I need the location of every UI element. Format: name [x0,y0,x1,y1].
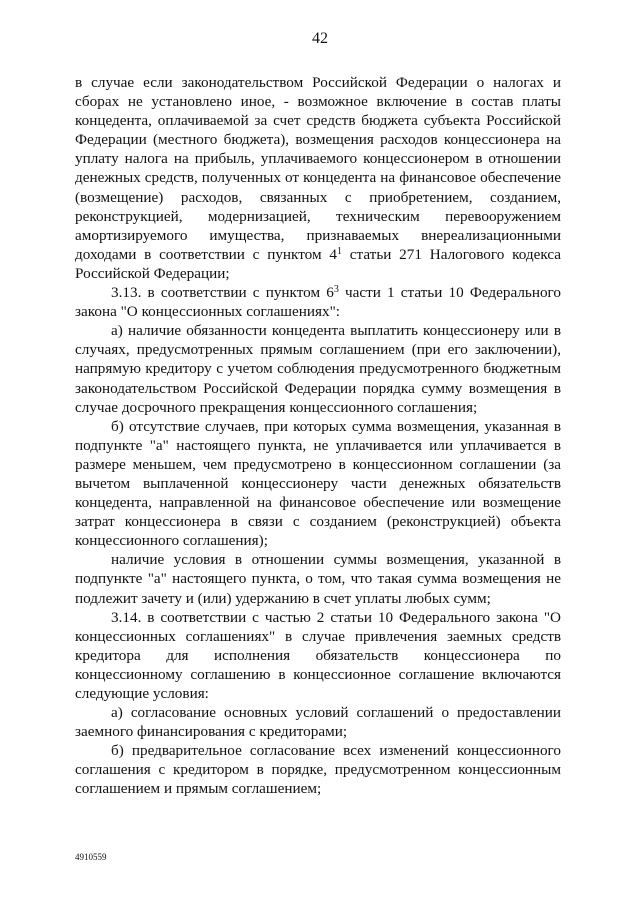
page-number: 42 [312,30,328,47]
document-code: 4910559 [75,852,107,862]
paragraph-3-13-a: а) наличие обязанности концедента выплатить концессионеру или в случаях, предусмотренных прямым соглашением (при его заключении), напрямую кредитору с учетом соблюдения предусмотренного бюджетным законодательством Российской Федерации порядка сумму возмещения в случае досрочного прекращения концессионного соглашения; [75,322,561,416]
paragraph-3-14: 3.14. в соответствии с частью 2 статьи 10 Федерального закона "О концессионных соглашениях" в случае привлечения заемных средств кредитора для исполнения обязательств концессионера по концессионному соглашению в концессионное соглашение включаются следующие условия: [75,608,561,702]
superscript-1: 1 [336,245,342,257]
superscript-3: 3 [333,284,339,296]
paragraph-3-14-a: а) согласование основных условий соглашений о предоставлении заемного финансирования с кредиторами; [75,704,561,741]
paragraph-3-13-b: б) отсутствие случаев, при которых сумма возмещения, указанная в подпункте "а" настоящего пункта, не уплачивается или уплачивается в размере меньшем, чем предусмотрено в концессионном соглашении (за вычетом выплаченной концессионеру части денежных обязательств концедента, направленной на финансовое обеспечение или возмещение затрат концессионера в связи с созданием (реконструкцией) объекта концессионного соглашения); [75,417,561,550]
paragraph-3-14-b: б) предварительное согласование всех изменений концессионного соглашения с кредитором в порядке, предусмотренном концессионным соглашением и прямым соглашением; [75,742,561,798]
paragraph-tax-reimbursement: в случае если законодательством Российской Федерации о налогах и сборах не установлено иное, - возможное включение в состав платы концедента, оплачиваемой за счет средств бюджета субъекта Российской Федерации (местного бюджета), возмещения расходов концессионера на уплату налога на прибыль, уплачиваемого концессионером в отношении денежных средств, полученных от концедента на финансовое обеспечение (возмещение) расходов, связанных с приобретением, созданием, реконструкцией, модернизацией, техническим перевооружением амортизируемого имущества, признаваемых внереализационными доходами в соответствии с пунктом $4^1$ статьи 271 Налогового кодекса Российской Федерации; [75,74,561,282]
paragraph-3-13-condition: наличие условия в отношении суммы возмещения, указанной в подпункте "а" настоящего пункта, о том, что такая сумма возмещения не подлежит зачету и (или) удержанию в счет уплаты любых сумм; [75,551,561,607]
paragraph-3-13: 3.13. в соответствии с пунктом $6^3$ части 1 статьи 10 Федерального закона "О концессионных соглашениях": [75,284,561,321]
document-body [75,73,561,799]
